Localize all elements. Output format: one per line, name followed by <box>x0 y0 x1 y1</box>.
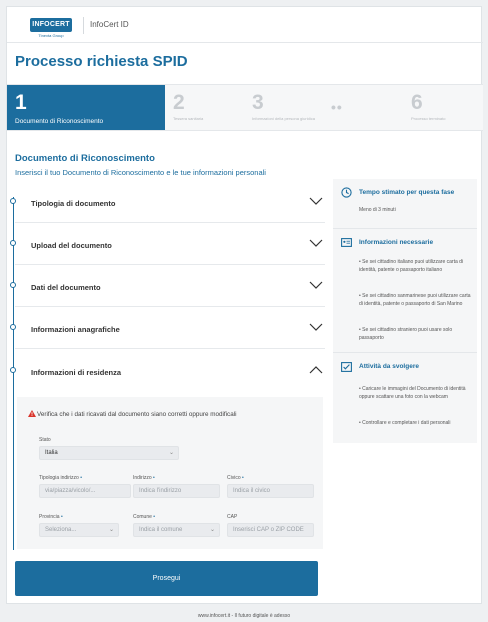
step-dot <box>10 282 16 288</box>
stepper <box>7 84 483 131</box>
select-value: Seleziona... <box>45 527 77 533</box>
required-info-item: • Se sei cittadino sanmarinese puoi utilizzare carta di identità, patente o passaporto di San Marino <box>359 293 471 307</box>
activities-title: Attività da svolgere <box>359 363 419 370</box>
tipologia-label <box>39 475 82 481</box>
step-number: 6 <box>411 91 423 114</box>
warning-message <box>37 411 237 418</box>
residence-form <box>17 397 323 549</box>
step-label: Informazioni della persona giuridica <box>252 116 315 121</box>
section-title: Documento di Riconoscimento <box>15 153 155 164</box>
civico-input[interactable]: Indica il civico <box>227 484 314 498</box>
required-mark: • <box>80 475 82 481</box>
accordion-title: Dati del documento <box>31 283 101 292</box>
step-ellipsis: •• <box>331 99 343 115</box>
stato-select[interactable] <box>39 446 179 460</box>
label-text: Civico <box>227 475 241 481</box>
provincia-select[interactable] <box>39 523 119 537</box>
step-dot <box>10 367 16 373</box>
main-card <box>6 6 482 604</box>
header <box>7 7 483 43</box>
chevron-down-icon: ⌄ <box>168 450 174 456</box>
time-estimate-block <box>333 179 477 229</box>
chevron-down-icon[interactable] <box>309 323 323 331</box>
footer-text[interactable]: www.infocert.it - Il futuro digitale è adesso <box>197 613 291 619</box>
infocert-logo[interactable]: INFOCERT <box>30 18 72 32</box>
select-value: Indica il comune <box>139 527 183 533</box>
page-title: Processo richiesta SPID <box>15 53 188 70</box>
label-text: Comune <box>133 514 152 520</box>
label-text: Provincia <box>39 514 60 520</box>
accordion-dati-documento[interactable] <box>15 265 325 307</box>
required-info-item: • Se sei cittadino italiano puoi utilizzare carta di identità, patente o passaporto italiano <box>359 259 464 273</box>
required-mark: • <box>153 514 156 520</box>
clock-icon <box>341 187 352 198</box>
required-info-block <box>333 229 477 353</box>
label-text: CAP <box>227 514 238 520</box>
accordion-title: Upload del documento <box>31 241 112 250</box>
step-dot <box>10 324 16 330</box>
step-number: 3 <box>252 91 264 114</box>
provincia-label <box>39 514 63 520</box>
accordion-title: Tipologia di documento <box>31 199 116 208</box>
accordion-upload-documento[interactable] <box>15 223 325 265</box>
accordion-title: Informazioni anagrafiche <box>31 325 120 334</box>
step-2 <box>173 85 243 130</box>
label-text: Indirizzo <box>133 475 152 481</box>
required-mark: • <box>242 475 244 481</box>
step-3 <box>252 85 322 130</box>
stato-label <box>39 437 51 443</box>
continue-button[interactable]: Prosegui <box>15 561 318 596</box>
accordion-informazioni-anagrafiche[interactable] <box>15 307 325 349</box>
cap-label <box>227 514 237 520</box>
info-sidebar <box>333 179 477 443</box>
step-number: 2 <box>173 91 185 114</box>
warning-text: Verifica che i dati ricavati dal documento siano corretti oppure modificali <box>37 411 237 418</box>
header-divider <box>83 17 84 34</box>
section-subtitle: Inserisci il tuo Documento di Riconoscimento e le tue informazioni personali <box>15 168 266 177</box>
tipologia-input[interactable]: via/piazza/vicolo/... <box>39 484 131 498</box>
indirizzo-input[interactable]: Indica l'indirizzo <box>133 484 220 498</box>
time-estimate-title: Tempo stimato per questa fase <box>359 189 455 196</box>
step-number: 1 <box>15 91 27 114</box>
step-6 <box>411 85 481 130</box>
indirizzo-label <box>133 475 155 481</box>
activities-item: • Controllare e completare i dati personali <box>359 420 451 426</box>
time-estimate-value: Meno di 3 minuti <box>359 207 396 213</box>
chevron-down-icon: ⌄ <box>209 527 215 533</box>
app-name: InfoCert ID <box>90 20 129 29</box>
step-label: Tessera sanitaria <box>173 116 204 121</box>
chevron-up-icon[interactable] <box>309 366 323 374</box>
cap-input[interactable]: Inserisci CAP o ZIP CODE <box>227 523 314 537</box>
id-card-icon <box>341 237 352 248</box>
warning-icon <box>28 410 36 417</box>
activities-item: • Caricare le immagini del Documento di identità oppure scattare una foto con la webcam <box>359 386 466 400</box>
chevron-down-icon[interactable] <box>309 281 323 289</box>
comune-select[interactable] <box>133 523 220 537</box>
chevron-down-icon[interactable] <box>309 239 323 247</box>
required-info-item: • Se sei cittadino straniero puoi usare solo passaporto <box>359 327 453 341</box>
checklist-icon <box>341 361 352 372</box>
civico-label <box>227 475 244 481</box>
chevron-down-icon[interactable] <box>309 197 323 205</box>
step-1 <box>7 85 165 130</box>
accordion-informazioni-residenza[interactable] <box>15 350 325 392</box>
required-mark: • <box>60 514 63 520</box>
logo-tagline: Tinexta Group <box>38 33 64 38</box>
comune-label <box>133 514 155 520</box>
label-text: Tipologia indirizzo <box>39 475 79 481</box>
step-dot <box>10 198 16 204</box>
step-label: Processo terminato <box>411 116 446 121</box>
accordion-tipologia-documento[interactable] <box>15 181 325 223</box>
accordion-title: Informazioni di residenza <box>31 368 122 377</box>
required-mark: • <box>153 475 155 481</box>
step-dot <box>10 240 16 246</box>
activities-block <box>333 353 477 443</box>
label-text: Stato <box>39 437 51 443</box>
progress-line <box>13 197 14 550</box>
required-info-title: Informazioni necessarie <box>359 239 434 246</box>
step-label: Documento di Riconoscimento <box>15 118 104 125</box>
chevron-down-icon: ⌄ <box>108 527 114 533</box>
select-value: Italia <box>45 450 58 456</box>
